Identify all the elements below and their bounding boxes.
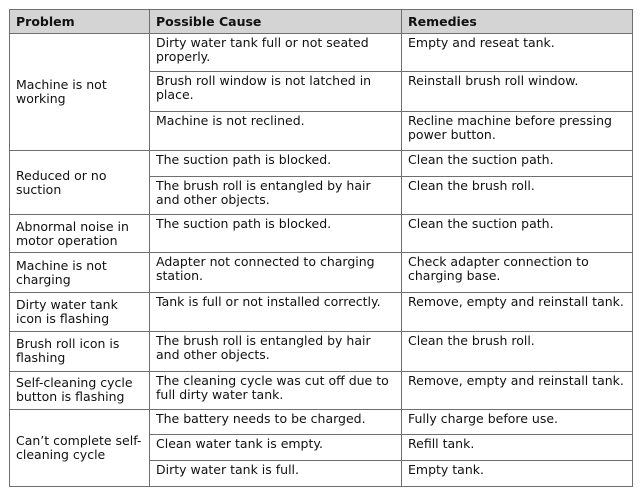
remedy-cell: Clean the suction path. bbox=[402, 151, 633, 176]
table-body bbox=[10, 34, 633, 487]
cause-cell: The battery needs to be charged. bbox=[150, 410, 402, 435]
table-row bbox=[10, 371, 633, 409]
remedy-cell: Empty and reseat tank. bbox=[402, 34, 633, 72]
table-row bbox=[10, 151, 633, 176]
remedy-cell: Check adapter connection to charging base. bbox=[402, 253, 633, 292]
remedy-cell: Clean the suction path. bbox=[402, 214, 633, 252]
problem-cell: Dirty water tank icon is flashing bbox=[10, 292, 150, 331]
troubleshooting-table bbox=[9, 9, 633, 487]
cause-cell: Adapter not connected to charging station. bbox=[150, 253, 402, 292]
remedy-cell: Empty tank. bbox=[402, 460, 633, 486]
remedy-cell: Recline machine before pressing power button. bbox=[402, 111, 633, 150]
cause-cell: Dirty water tank is full. bbox=[150, 460, 402, 486]
remedy-cell: Remove, empty and reinstall tank. bbox=[402, 292, 633, 331]
cause-cell: Brush roll window is not latched in place. bbox=[150, 72, 402, 111]
cause-cell: Clean water tank is empty. bbox=[150, 435, 402, 460]
problem-cell: Machine is not charging bbox=[10, 253, 150, 292]
cause-cell: The suction path is blocked. bbox=[150, 214, 402, 252]
header-possible-cause: Possible Cause bbox=[150, 10, 402, 34]
cause-cell: The suction path is blocked. bbox=[150, 151, 402, 176]
cause-cell: Machine is not reclined. bbox=[150, 111, 402, 150]
table-row bbox=[10, 34, 633, 72]
header-remedies: Remedies bbox=[402, 10, 633, 34]
cause-cell: Tank is full or not installed correctly. bbox=[150, 292, 402, 331]
remedy-cell: Fully charge before use. bbox=[402, 410, 633, 435]
problem-cell: Abnormal noise in motor operation bbox=[10, 214, 150, 252]
cause-cell: The brush roll is entangled by hair and other objects. bbox=[150, 176, 402, 214]
header-problem: Problem bbox=[10, 10, 150, 34]
table-row bbox=[10, 292, 633, 331]
remedy-cell: Refill tank. bbox=[402, 435, 633, 460]
cause-cell: The cleaning cycle was cut off due to full dirty water tank. bbox=[150, 371, 402, 409]
cause-cell: Dirty water tank full or not seated properly. bbox=[150, 34, 402, 72]
table-row bbox=[10, 332, 633, 371]
problem-cell: Self-cleaning cycle button is flashing bbox=[10, 371, 150, 409]
table-row bbox=[10, 410, 633, 435]
remedy-cell: Clean the brush roll. bbox=[402, 332, 633, 371]
table-header bbox=[10, 10, 633, 34]
remedy-cell: Reinstall brush roll window. bbox=[402, 72, 633, 111]
problem-cell: Brush roll icon is flashing bbox=[10, 332, 150, 371]
cause-cell: The brush roll is entangled by hair and other objects. bbox=[150, 332, 402, 371]
header-row bbox=[10, 10, 633, 34]
remedy-cell: Clean the brush roll. bbox=[402, 176, 633, 214]
table-row bbox=[10, 214, 633, 252]
problem-cell: Machine is not working bbox=[10, 34, 150, 151]
remedy-cell: Remove, empty and reinstall tank. bbox=[402, 371, 633, 409]
problem-cell: Can’t complete self-cleaning cycle bbox=[10, 410, 150, 487]
problem-cell: Reduced or no suction bbox=[10, 151, 150, 215]
table-row bbox=[10, 253, 633, 292]
